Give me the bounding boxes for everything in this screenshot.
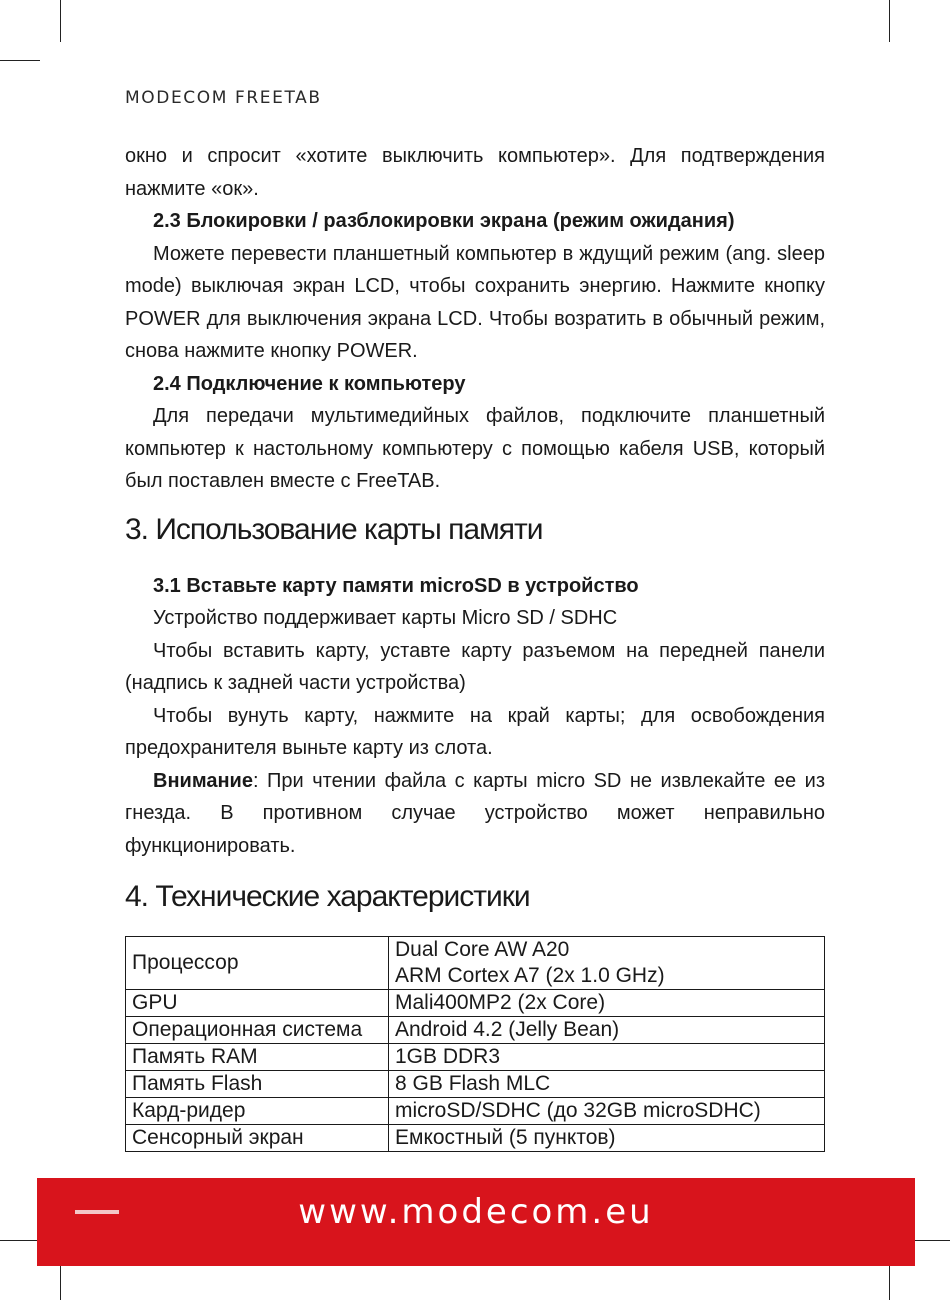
table-row bbox=[126, 1044, 825, 1071]
spec-value: 1GB DDR3 bbox=[389, 1044, 825, 1071]
crop-mark bbox=[0, 60, 40, 61]
spec-value-line: ARM Cortex A7 (2x 1.0 GHz) bbox=[395, 964, 665, 987]
crop-mark bbox=[60, 0, 61, 42]
page-header: MODECOM FREETAB bbox=[125, 88, 322, 108]
spec-key: Кард-ридер bbox=[126, 1098, 389, 1125]
section-heading: 2.4 Подключение к компьютеру bbox=[153, 372, 466, 395]
spec-key: Память RAM bbox=[126, 1044, 389, 1071]
crop-mark bbox=[889, 0, 890, 42]
paragraph: Устройство поддерживает карты Micro SD / SDHC bbox=[153, 607, 618, 629]
spec-value: microSD/SDHC (до 32GB microSDHC) bbox=[389, 1098, 825, 1125]
paragraph: окно и спросит «хотите выключить компьютер». Для подтверждения нажмите «ок». bbox=[125, 145, 825, 200]
warning-label: Внимание bbox=[153, 769, 253, 792]
warning-paragraph bbox=[125, 765, 825, 863]
spec-key: Память Flash bbox=[126, 1071, 389, 1098]
spec-key: Процессор bbox=[126, 937, 389, 990]
spec-key: Сенсорный экран bbox=[126, 1125, 389, 1152]
chapter-heading: 3. Использование карты памяти bbox=[125, 512, 543, 546]
paragraph: Чтобы вунуть карту, нажмите на край карты; для освобождения предохранителя выньте карту из слота. bbox=[125, 704, 825, 759]
footer-banner bbox=[37, 1178, 915, 1266]
spec-key: GPU bbox=[126, 990, 389, 1017]
table-row bbox=[126, 1071, 825, 1098]
page-content bbox=[125, 140, 825, 1152]
section-heading: 3.1 Вставьте карту памяти microSD в устройство bbox=[153, 574, 639, 597]
chapter-heading: 4. Технические характеристики bbox=[125, 880, 530, 913]
crop-mark bbox=[0, 1240, 40, 1241]
footer-url-link[interactable]: www.modecom.eu bbox=[298, 1192, 654, 1232]
table-row bbox=[126, 990, 825, 1017]
spec-value: Емкостный (5 пунктов) bbox=[389, 1125, 825, 1152]
crop-mark bbox=[910, 1240, 950, 1241]
spec-value-line: Dual Core AW A20 bbox=[395, 938, 570, 961]
table-row bbox=[126, 1017, 825, 1044]
spec-value: 8 GB Flash MLC bbox=[389, 1071, 825, 1098]
table-row bbox=[126, 937, 825, 990]
warning-text: : При чтении файла с карты micro SD не извлекайте ее из гнезда. В противном случае устройство может неправильно функционировать. bbox=[125, 769, 825, 857]
table-row bbox=[126, 1125, 825, 1152]
paragraph: Для передачи мультимедийных файлов, подключите планшетный компьютер к настольному компьютеру с помощью кабеля USB, который был поставлен вместе с FreeTAB. bbox=[125, 405, 825, 492]
paragraph: Можете перевести планшетный компьютер в ждущий режим (ang. sleep mode) выключая экран LCD, чтобы сохранить энергию. Нажмите кнопку POWER для выключения экрана LCD. Чтобы возратить в обычный режим, снова нажмите кнопку POWER. bbox=[125, 242, 825, 362]
spec-value: Android 4.2 (Jelly Bean) bbox=[389, 1017, 825, 1044]
spec-table bbox=[125, 936, 825, 1152]
spec-value bbox=[389, 937, 825, 990]
table-row bbox=[126, 1098, 825, 1125]
section-heading: 2.3 Блокировки / разблокировки экрана (режим ожидания) bbox=[153, 210, 735, 232]
spec-key: Операционная система bbox=[126, 1017, 389, 1044]
paragraph: Чтобы вставить карту, уставте карту разъемом на передней панели (надпись к задней части устройства) bbox=[125, 639, 825, 694]
spec-value: Mali400MP2 (2x Core) bbox=[389, 990, 825, 1017]
